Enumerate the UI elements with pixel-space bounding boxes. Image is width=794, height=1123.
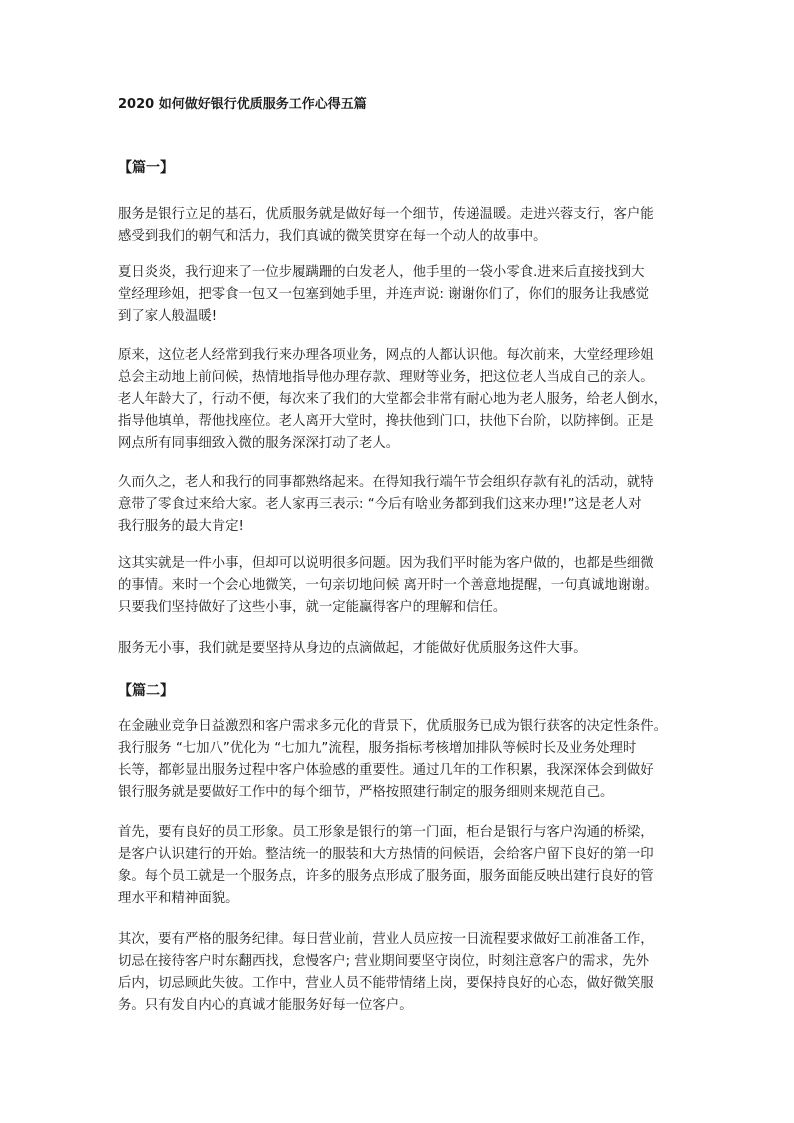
text-line: 首先，要有良好的员工形象。员工形象是银行的第一门面，柜台是银行与客户沟通的桥梁， [118,825,654,840]
text-line: 象。每个员工就是一个服务点，许多的服务点形成了服务面，服务面能反映出建行良好的管 [118,869,654,884]
text-line: 银行服务就是要做好工作中的每个细节，严格按照建行制定的服务细则来规范自己。 [118,785,614,800]
text-line: 我行服务的最大肯定! [118,519,244,534]
text-line: 夏日炎炎，我行迎来了一位步履蹒跚的白发老人，他手里的一袋小零食.进来后直接找到大 [118,265,645,280]
text-line: 长等，都彰显出服务过程中客户体验感的重要性。通过几年的工作积累，我深深体会到做好 [118,763,654,778]
text-line: 只要我们坚持做好了这些小事，就一定能赢得客户的理解和信任。 [118,600,507,615]
document-title: 2020 如何做好银行优质服务工作心得五篇 [118,97,367,112]
paragraph [118,204,688,248]
text-line: 理水平和精神面貌。 [118,891,239,906]
text-line: 务。只有发自内心的真诚才能服务好每一位客户。 [118,998,413,1013]
section-heading-2: 【篇二】 [118,683,174,699]
text-line: 服务是银行立足的基石，优质服务就是做好每一个细节，传递温暖。走进兴蓉支行，客户能 [118,207,654,222]
text-line: 服务无小事，我们就是要坚持从身边的点滴做起，才能做好优质服务这件大事。 [118,641,587,656]
text-line: 是客户认识建行的开始。整洁统一的服装和大方热情的问候语，会给客户留下良好的第一印 [118,847,654,862]
paragraph [118,638,688,660]
text-line: 在金融业竞争日益激烈和客户需求多元化的背景下，优质服务已成为银行获客的决定性条件。 [118,719,668,734]
paragraph [118,345,688,455]
text-line: 原来，这位老人经常到我行来办理各项业务，网点的人都认识他。每次前来，大堂经理珍姐 [118,348,654,363]
text-line: 堂经理珍姐，把零食一包又一包塞到她手里，并连声说: 谢谢你们了，你们的服务让我感觉 [118,287,649,302]
section-heading-1: 【篇一】 [118,160,174,176]
text-line: 切忌在接待客户时东翻西找，怠慢客户; 营业期间要坚守岗位，时刻注意客户的需求，先外 [118,954,649,969]
text-line: 我行服务 “七加八”优化为 “七加九”流程，服务指标考核增加排队等候时长及业务处理时 [118,741,637,756]
text-line: 总会主动地上前问候，热情地指导他办理存款、理财等业务，把这位老人当成自己的亲人。 [118,370,654,385]
text-line: 后内，切忌顾此失彼。工作中，营业人员不能带情绪上岗，要保持良好的心态，做好微笑服 [118,976,654,991]
paragraph [118,716,688,804]
text-line: 意带了零食过来给大家。老人家再三表示: “今后有啥业务都到我们这来办理!”这是老人对 [118,497,642,512]
text-line: 感受到我们的朝气和活力，我们真诚的微笑贯穿在每一个动人的故事中。 [118,229,547,244]
text-line: 其次，要有严格的服务纪律。每日营业前，营业人员应按一日流程要求做好工前准备工作， [118,932,654,947]
text-line: 指导他填单，帮他找座位。老人离开大堂时，搀扶他到门口，扶他下台阶，以防摔倒。正是 [118,414,654,429]
paragraph [118,822,688,910]
paragraph [118,929,688,1017]
text-line: 的事情。来时一个会心地微笑，一句亲切地问候 离开时一个善意地提醒，一句真诚地谢谢。 [118,578,658,593]
paragraph [118,472,688,538]
text-line: 老人年龄大了，行动不便，每次来了我们的大堂都会非常有耐心地为老人服务，给老人倒水， [118,392,668,407]
paragraph [118,262,688,328]
text-line: 久而久之，老人和我行的同事都熟络起来。在得知我行端午节会组织存款有礼的活动，就特 [118,475,654,490]
text-line: 这其实就是一件小事，但却可以说明很多问题。因为我们平时能为客户做的，也都是些细微 [118,556,654,571]
paragraph [118,553,688,619]
text-line: 到了家人般温暖! [118,309,218,324]
text-line: 网点所有同事细致入微的服务深深打动了老人。 [118,436,400,451]
